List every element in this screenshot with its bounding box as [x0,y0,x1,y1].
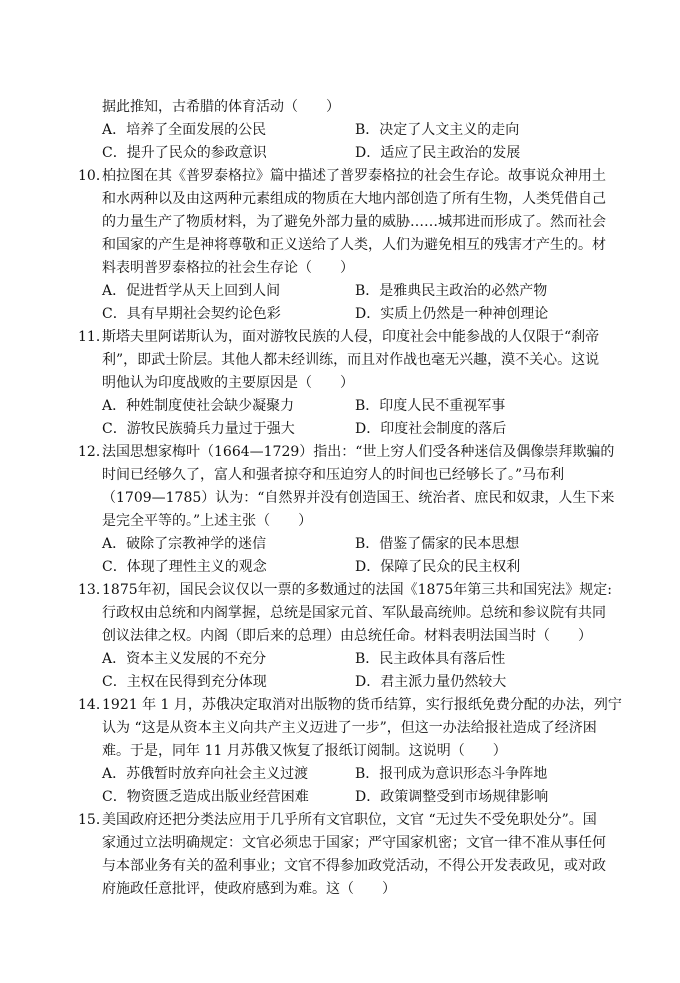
q10-stem-line: 和国家的产生是神将尊敬和正义送给了人类，人们为避免相互的残害才产生的。材 [102,237,606,253]
q11-stem-line: 利”，即武士阶层。其他人都未经训练，而且对作战也毫无兴趣，漠不关心。这说 [102,352,600,368]
q9-stem-tail: 据此推知，古希腊的体育活动（ ） [102,99,340,115]
q12-option-a[interactable]: A．破除了宗教神学的迷信 [102,536,267,552]
q13-number: 13． [78,582,110,598]
q12-option-d[interactable]: D．保障了民众的民主权利 [355,559,521,575]
q14-option-a[interactable]: A．苏俄暂时放弃向社会主义过渡 [102,766,309,782]
q10-stem-line: 料表明普罗泰格拉的社会生存论（ ） [102,260,354,276]
q12-option-b[interactable]: B．借鉴了儒家的民本思想 [355,536,520,552]
q14-option-d[interactable]: D．政策调整受到市场规律影响 [355,789,549,805]
q14-option-c[interactable]: C．物资匮乏造成出版业经营困难 [102,789,309,805]
q11-number: 11． [78,329,110,345]
q14-stem-line: 认为 “这是从资本主义向共产主义迈进了一步”，但这一办法给报社造成了经济困 [102,720,597,736]
q10-stem-line: 柏拉图在其《普罗泰格拉》篇中描述了普罗泰格拉的社会生存论。故事说众神用土 [102,168,606,184]
q13-stem-line: 行政权由总统和内阁掌握，总统是国家元首、军队最高统帅。总统和参议院有共同 [102,605,606,621]
q13-option-b[interactable]: B．民主政体具有落后性 [355,651,506,667]
q15-stem-line: 府施政任意批评，使政府感到为难。这（ ） [102,881,396,897]
q13-option-d[interactable]: D．君主派力量仍然较大 [355,674,507,690]
q10-stem-line: 的力量生产了物质材料，为了避免外部力量的威胁……城邦进而形成了。然而社会 [102,214,606,230]
q13-stem-line: 1875年初，国民会议仅以一票的多数通过的法国《1875年第三共和国宪法》规定: [102,582,612,598]
q13-option-a[interactable]: A．资本主义发展的不充分 [102,651,267,667]
q11-option-c[interactable]: C．游牧民族骑兵力量过于强大 [102,421,295,437]
q11-option-b[interactable]: B．印度人民不重视军事 [355,398,506,414]
q12-stem-line: 法国思想家梅叶（1664—1729）指出：“世上穷人们受各种迷信及偶像崇拜欺骗的 [102,444,615,460]
q15-stem-line: 家通过立法明确规定：文官必须忠于国家；严守国家机密；文官一律不准从事任何 [102,835,606,851]
q14-number: 14． [78,697,110,713]
q12-stem-line: 是完全平等的。”上述主张（ ） [102,513,313,529]
q11-stem-line: 斯塔夫里阿诺斯认为，面对游牧民族的人侵，印度社会中能参战的人仅限于“刹帝 [102,329,600,345]
q11-option-a[interactable]: A．种姓制度使社会缺少凝聚力 [102,398,295,414]
q15-stem-line: 与本部业务有关的盈利事业；文官不得参加政党活动，不得公开发表政见，或对政 [102,858,606,874]
q9-option-a[interactable]: A．培养了全面发展的公民 [102,122,267,138]
q12-stem-line: 时间已经够久了，富人和强者掠夺和压迫穷人的时间也已经够长了。”马布利 [102,467,565,483]
q10-number: 10． [78,168,110,184]
q10-option-a[interactable]: A．促进哲学从天上回到人间 [102,283,281,299]
q9-option-c[interactable]: C．提升了民众的参政意识 [102,145,267,161]
q13-stem-line: 创议法律之权。内阁（即后来的总理）由总统任命。材料表明法国当时（ ） [102,628,592,644]
q15-stem-line: 美国政府还把分类法应用于几乎所有文官职位，文官 “无过失不受免职处分”。国 [102,812,597,828]
q11-option-d[interactable]: D．印度社会制度的落后 [355,421,507,437]
q15-number: 15． [78,812,110,828]
q11-stem-line: 明他认为印度战败的主要原因是（ ） [102,375,354,391]
q10-option-c[interactable]: C．具有早期社会契约论色彩 [102,306,281,322]
q14-stem-line: 难。于是，同年 11 月苏俄又恢复了报纸订阅制。这说明（ ） [102,743,507,759]
q13-option-c[interactable]: C．主权在民得到充分体现 [102,674,267,690]
q14-option-b[interactable]: B．报刊成为意识形态斗争阵地 [355,766,548,782]
q14-stem-line: 1921 年 1 月，苏俄决定取消对出版物的货币结算，实行报纸免费分配的办法，列宁 [102,697,622,713]
q12-option-c[interactable]: C．体现了理性主义的观念 [102,559,267,575]
q9-option-b[interactable]: B．决定了人文主义的走向 [355,122,520,138]
q10-stem-line: 和水两种以及由这两种元素组成的物质在大地内部创造了所有生物，人类凭借自己 [102,191,606,207]
q9-option-d[interactable]: D．适应了民主政治的发展 [355,145,521,161]
q10-option-b[interactable]: B．是雅典民主政治的必然产物 [355,283,548,299]
q12-number: 12． [78,444,110,460]
q12-stem-line: （1709—1785）认为：“自然界并没有创造国王、统治者、庶民和奴隶，人生下来 [102,490,615,506]
q10-option-d[interactable]: D．实质上仍然是一种神创理论 [355,306,549,322]
